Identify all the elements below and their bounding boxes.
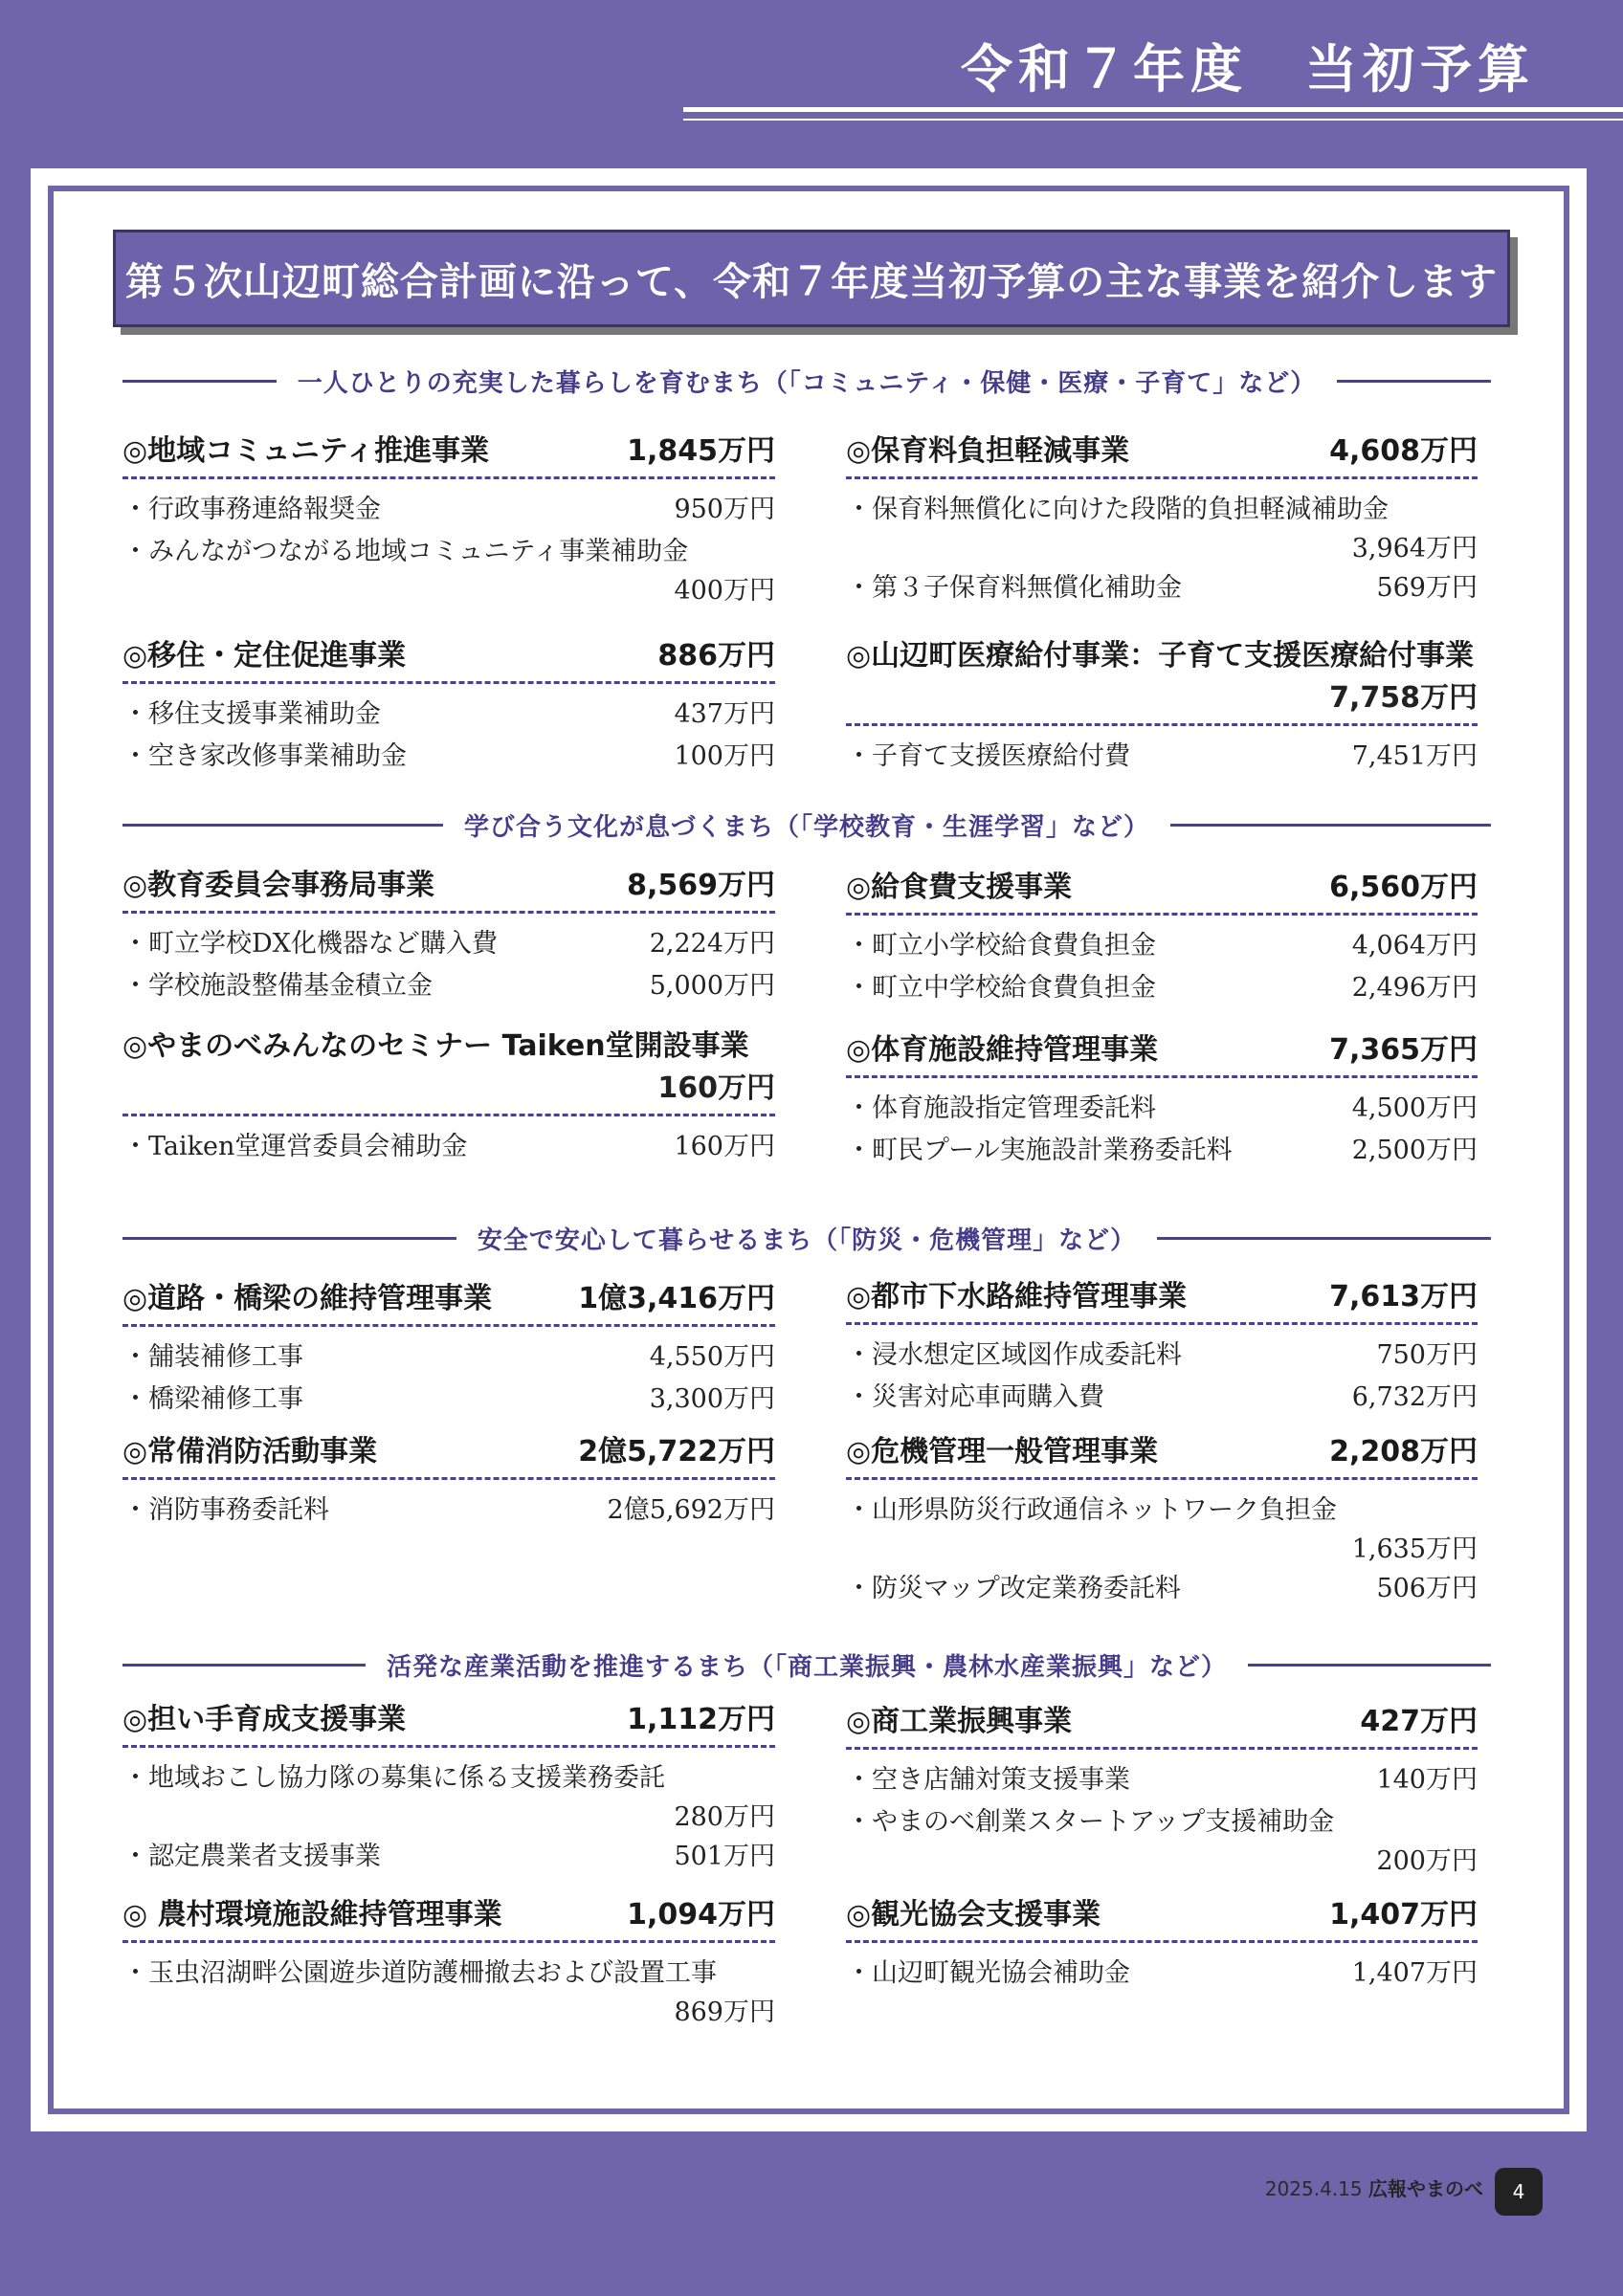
project-migration xyxy=(122,635,775,778)
item-label: ・Taiken堂運営委員会補助金 xyxy=(122,1132,468,1161)
project-community xyxy=(122,430,775,609)
project-amount: 8,569万円 xyxy=(627,869,775,902)
item-label: ・浸水想定区域図作成委託料 xyxy=(846,1340,1182,1370)
section-title: 安全で安心して暮らせるまち（「防災・危機管理」など） xyxy=(477,1225,1137,1255)
item-amount: 3,964万円 xyxy=(1351,534,1478,563)
section-title: 学び合う文化が息づくまち（「学校教育・生涯学習」など） xyxy=(464,812,1150,842)
section-rule xyxy=(1248,1664,1491,1667)
item-label: ・消防事務委託料 xyxy=(122,1495,329,1525)
project-school-lunch xyxy=(846,867,1478,1009)
item-amount: 501万円 xyxy=(674,1842,775,1871)
project-amount: 7,613万円 xyxy=(1329,1280,1478,1314)
footer-date: 2025.4.15 xyxy=(1264,2177,1363,2200)
project-name: ◎ 農村環境施設維持管理事業 xyxy=(122,1898,502,1932)
item-amount: 869万円 xyxy=(674,1998,775,2027)
project-name: ◎教育委員会事務局事業 xyxy=(122,869,435,902)
project-name: ◎山辺町医療給付事業：子育て支援医療給付事業 xyxy=(846,639,1475,673)
item-amount: 200万円 xyxy=(1376,1846,1478,1876)
header-rule-thin xyxy=(683,119,1623,121)
project-sewer xyxy=(846,1276,1478,1419)
project-name: ◎体育施設維持管理事業 xyxy=(846,1033,1159,1067)
item-amount: 400万円 xyxy=(674,576,775,606)
dashed-divider xyxy=(846,1075,1478,1078)
intro-banner: 第５次山辺町総合計画に沿って、令和７年度当初予算の主な事業を紹介します xyxy=(113,230,1510,327)
item-label: ・町立小学校給食費負担金 xyxy=(846,931,1156,960)
project-name: ◎やまのべみんなのセミナー Taiken堂開設事業 xyxy=(122,1029,749,1063)
project-childcare-fee xyxy=(846,430,1478,609)
section-rule xyxy=(122,824,443,827)
item-amount: 569万円 xyxy=(1376,573,1478,603)
project-roads xyxy=(122,1278,775,1421)
project-name: ◎担い手育成支援事業 xyxy=(122,1703,407,1736)
project-amount: 1,094万円 xyxy=(627,1898,775,1932)
page-number-badge: 4 xyxy=(1495,2168,1543,2216)
project-amount: 1,407万円 xyxy=(1329,1898,1478,1932)
item-amount: 750万円 xyxy=(1376,1340,1478,1370)
item-amount: 4,500万円 xyxy=(1351,1093,1478,1123)
project-amount: 1,845万円 xyxy=(627,434,775,468)
item-amount: 100万円 xyxy=(674,741,775,771)
dashed-divider xyxy=(122,681,775,684)
item-amount: 2,224万円 xyxy=(649,929,775,959)
section-rule xyxy=(1170,824,1491,827)
dashed-divider xyxy=(846,913,1478,916)
project-name: ◎商工業振興事業 xyxy=(846,1705,1073,1738)
dashed-divider xyxy=(122,1324,775,1327)
footer-publication-name: 広報やまのべ xyxy=(1368,2177,1483,2200)
item-amount: 140万円 xyxy=(1376,1765,1478,1795)
item-amount: 2,500万円 xyxy=(1351,1136,1478,1165)
project-amount: 7,365万円 xyxy=(1329,1033,1478,1067)
page-title: 令和７年度 当初予算 xyxy=(961,39,1535,99)
item-amount: 2億5,692万円 xyxy=(607,1495,775,1525)
section-rule xyxy=(1157,1237,1491,1240)
item-label: ・移住支援事業補助金 xyxy=(122,699,381,729)
project-name: ◎観光協会支援事業 xyxy=(846,1898,1101,1932)
item-amount: 5,000万円 xyxy=(649,971,775,1001)
dashed-divider xyxy=(846,1322,1478,1325)
item-amount: 2,496万円 xyxy=(1351,973,1478,1003)
item-amount: 7,451万円 xyxy=(1351,741,1478,771)
section-header-education xyxy=(122,806,1491,844)
item-label: ・地域おこし協力隊の募集に係る支援業務委託 xyxy=(122,1763,665,1793)
footer-publication xyxy=(1265,2174,1483,2201)
project-medical xyxy=(846,635,1478,778)
project-name: ◎危機管理一般管理事業 xyxy=(846,1435,1159,1468)
item-label: ・子育て支援医療給付費 xyxy=(846,741,1130,771)
section-rule xyxy=(122,1237,456,1240)
item-amount: 506万円 xyxy=(1376,1574,1478,1603)
item-label: ・学校施設整備基金積立金 xyxy=(122,971,433,1001)
dashed-divider xyxy=(122,911,775,914)
item-label: ・防災マップ改定業務委託料 xyxy=(846,1574,1181,1603)
item-label: ・町立学校DX化機器など購入費 xyxy=(122,929,498,959)
section-rule xyxy=(122,1664,366,1667)
project-amount: 7,758万円 xyxy=(1329,681,1478,715)
item-label: ・玉虫沼湖畔公園遊歩道防護柵撤去および設置工事 xyxy=(122,1958,717,1988)
item-amount: 4,064万円 xyxy=(1351,931,1478,960)
project-name: ◎道路・橋梁の維持管理事業 xyxy=(122,1282,493,1315)
item-label: ・災害対応車両購入費 xyxy=(846,1382,1104,1412)
project-amount: 4,608万円 xyxy=(1329,434,1478,468)
project-tourism xyxy=(846,1894,1478,1995)
item-label: ・認定農業者支援事業 xyxy=(122,1842,381,1871)
item-amount: 437万円 xyxy=(674,699,775,729)
section-header-community xyxy=(122,362,1491,400)
section-rule xyxy=(1337,380,1491,383)
dashed-divider xyxy=(846,1477,1478,1480)
dashed-divider xyxy=(846,723,1478,726)
project-name: ◎保育料負担軽減事業 xyxy=(846,434,1130,468)
dashed-divider xyxy=(122,1477,775,1480)
item-label: ・やまのべ創業スタートアップ支援補助金 xyxy=(846,1807,1335,1837)
project-seminar xyxy=(122,1026,775,1168)
project-commerce xyxy=(846,1701,1478,1880)
header-rule xyxy=(683,107,1623,112)
item-amount: 4,550万円 xyxy=(649,1342,775,1372)
project-amount: 1億3,416万円 xyxy=(578,1282,775,1315)
item-amount: 160万円 xyxy=(674,1132,775,1161)
item-label: ・体育施設指定管理委託料 xyxy=(846,1093,1156,1123)
dashed-divider xyxy=(122,1114,775,1116)
item-label: ・第３子保育料無償化補助金 xyxy=(846,573,1182,603)
item-amount: 280万円 xyxy=(674,1802,775,1832)
item-amount: 3,300万円 xyxy=(649,1384,775,1414)
project-rural xyxy=(122,1894,775,2031)
item-label: ・保育料無償化に向けた段階的負担軽減補助金 xyxy=(846,495,1389,524)
project-amount: 2,208万円 xyxy=(1329,1435,1478,1468)
project-name: ◎給食費支援事業 xyxy=(846,871,1073,904)
project-crisis xyxy=(846,1431,1478,1610)
section-header-industry xyxy=(122,1645,1491,1684)
project-sports xyxy=(846,1029,1478,1172)
item-label: ・空き店舗対策支援事業 xyxy=(846,1765,1130,1795)
dashed-divider xyxy=(846,1940,1478,1943)
item-label: ・橋梁補修工事 xyxy=(122,1384,303,1414)
item-label: ・空き家改修事業補助金 xyxy=(122,741,407,771)
project-name: ◎常備消防活動事業 xyxy=(122,1435,378,1468)
item-amount: 6,732万円 xyxy=(1351,1382,1478,1412)
dashed-divider xyxy=(122,1745,775,1748)
item-label: ・行政事務連絡報奨金 xyxy=(122,495,381,524)
section-rule xyxy=(122,380,277,383)
item-amount: 950万円 xyxy=(674,495,775,524)
project-farmers xyxy=(122,1699,775,1878)
item-label: ・町立中学校給食費負担金 xyxy=(846,973,1156,1003)
section-title: 一人ひとりの充実した暮らしを育むまち（「コミュニティ・保健・医療・子育て」など） xyxy=(297,368,1317,398)
dashed-divider xyxy=(122,476,775,479)
section-header-safety xyxy=(122,1219,1491,1257)
project-fire xyxy=(122,1431,775,1532)
item-label: ・山形県防災行政通信ネットワーク負担金 xyxy=(846,1495,1337,1525)
dashed-divider xyxy=(122,1940,775,1943)
project-amount: 2億5,722万円 xyxy=(578,1435,775,1468)
item-label: ・山辺町観光協会補助金 xyxy=(846,1958,1130,1988)
item-label: ・町民プール実施設計業務委託料 xyxy=(846,1136,1233,1165)
section-title: 活発な産業活動を推進するまち（「商工業振興・農林水産業振興」など） xyxy=(387,1652,1228,1682)
project-name: ◎移住・定住促進事業 xyxy=(122,639,407,673)
dashed-divider xyxy=(846,1747,1478,1750)
project-amount: 427万円 xyxy=(1360,1705,1478,1738)
project-amount: 6,560万円 xyxy=(1329,871,1478,904)
project-name: ◎地域コミュニティ推進事業 xyxy=(122,434,490,468)
item-label: ・舗装補修工事 xyxy=(122,1342,303,1372)
project-amount: 160万円 xyxy=(657,1071,775,1105)
item-label: ・みんながつながる地域コミュニティ事業補助金 xyxy=(122,537,689,566)
project-amount: 1,112万円 xyxy=(627,1703,775,1736)
project-education-board xyxy=(122,865,775,1007)
item-amount: 1,407万円 xyxy=(1351,1958,1478,1988)
project-amount: 886万円 xyxy=(657,639,775,673)
dashed-divider xyxy=(846,476,1478,479)
project-name: ◎都市下水路維持管理事業 xyxy=(846,1280,1188,1314)
item-amount: 1,635万円 xyxy=(1351,1534,1478,1564)
